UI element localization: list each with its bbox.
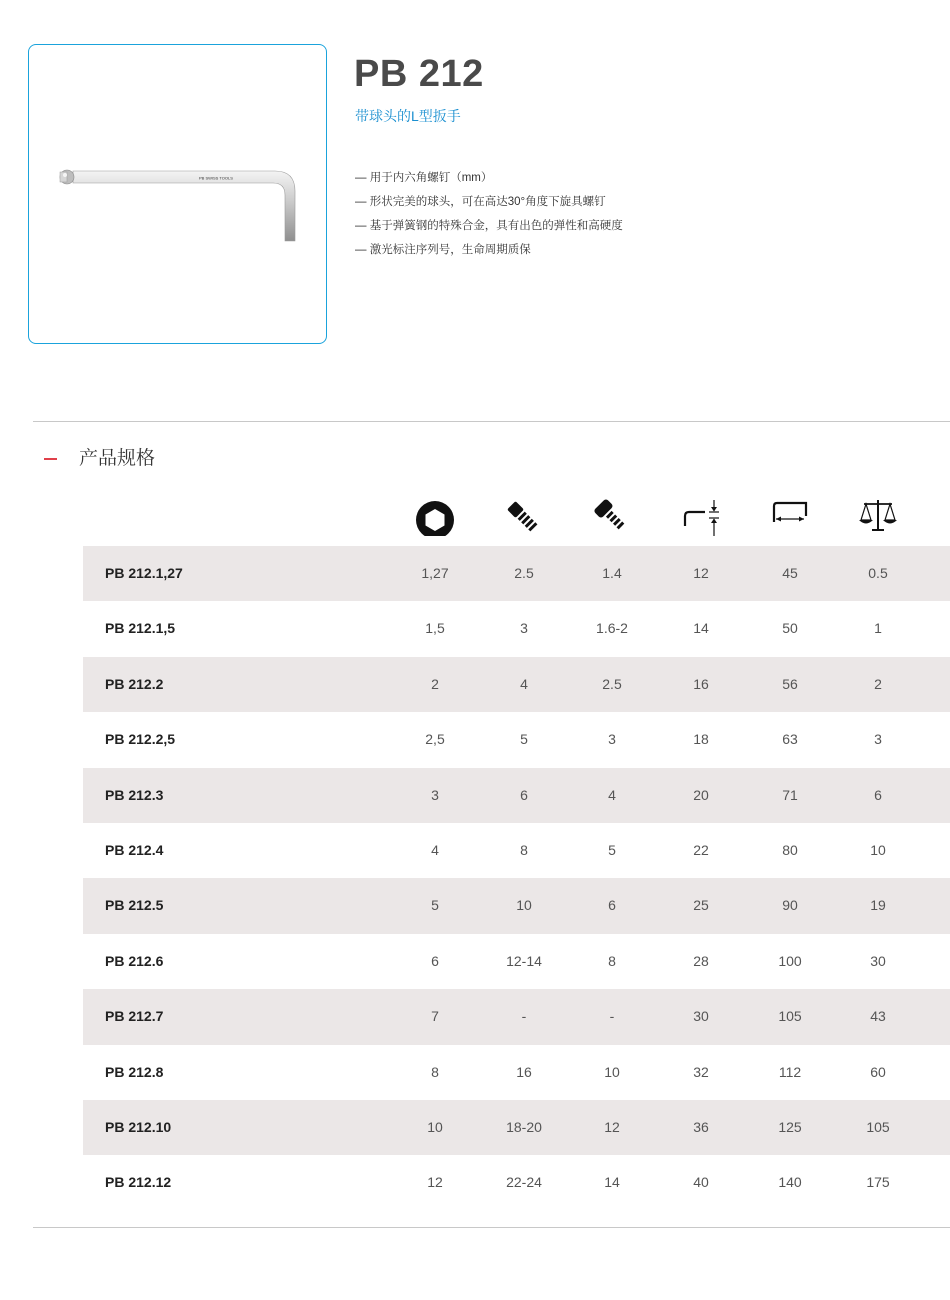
table-cell: 6 [520, 786, 528, 803]
table-cell: 20 [693, 786, 709, 803]
table-cell: 18-20 [506, 1118, 542, 1135]
model-cell: PB 212.2,5 [105, 731, 176, 748]
table-row [83, 768, 950, 823]
table-cell: 1,5 [425, 620, 445, 637]
table-row [83, 934, 950, 989]
table-row [83, 601, 950, 656]
image-brand-label: PB SWISS TOOLS [199, 175, 233, 181]
table-cell: 12-14 [506, 952, 542, 969]
table-row [83, 1155, 950, 1210]
table-cell: 6 [431, 952, 439, 969]
weight-scale-icon [848, 492, 908, 544]
table-cell: 5 [431, 897, 439, 914]
table-cell: 1.6-2 [596, 620, 628, 637]
section-divider [33, 1227, 950, 1228]
table-row [83, 1100, 950, 1155]
section-divider [33, 421, 950, 422]
table-cell: 32 [693, 1063, 709, 1080]
table-row [83, 989, 950, 1044]
table-cell: 50 [782, 620, 798, 637]
table-cell: 18 [693, 731, 709, 748]
model-cell: PB 212.7 [105, 1008, 164, 1025]
l-key-wrench-image [29, 45, 328, 345]
table-cell: 1 [874, 620, 882, 637]
table-cell: 14 [604, 1174, 620, 1191]
model-cell: PB 212.1,27 [105, 565, 183, 581]
table-cell: 6 [874, 786, 882, 803]
table-cell: 43 [870, 1008, 886, 1025]
model-cell: PB 212.5 [105, 897, 164, 914]
table-cell: 4 [608, 786, 616, 803]
table-cell: 1,27 [421, 565, 449, 581]
table-cell: 7 [431, 1008, 439, 1025]
table-row [83, 823, 950, 878]
table-cell: 36 [693, 1118, 709, 1135]
product-image-frame [28, 44, 327, 344]
model-cell: PB 212.3 [105, 786, 164, 803]
feature-item: — 形状完美的球头，可在高达30°角度下旋具螺钉 [355, 196, 606, 208]
product-title: PB 212 [354, 53, 484, 95]
table-row [83, 657, 950, 712]
screw-cap-icon [583, 492, 643, 544]
table-cell: 25 [693, 897, 709, 914]
table-cell: 56 [782, 675, 798, 692]
table-cell: - [521, 1008, 527, 1025]
table-cell: 3 [874, 731, 882, 748]
model-cell: PB 212.4 [105, 841, 164, 858]
table-cell: 0.5 [868, 565, 888, 581]
l-key-short-arm-icon [671, 492, 731, 544]
model-cell: PB 212.12 [105, 1174, 172, 1191]
table-cell: 80 [782, 841, 798, 858]
table-cell: 3 [431, 786, 439, 803]
model-cell: PB 212.6 [105, 952, 164, 969]
table-cell: 8 [431, 1063, 439, 1080]
table-cell: 3 [520, 620, 528, 637]
table-cell: 2,5 [425, 731, 445, 748]
table-cell: 4 [431, 841, 439, 858]
feature-item: — 基于弹簧钢的特殊合金，具有出色的弹性和高硬度 [355, 220, 623, 232]
table-cell: 71 [782, 786, 798, 803]
table-cell: 12 [427, 1174, 443, 1191]
table-cell: 125 [778, 1118, 802, 1135]
table-cell: 40 [693, 1174, 709, 1191]
table-cell: 140 [778, 1174, 802, 1191]
product-subtitle: 带球头的L型扳手 [355, 108, 461, 124]
table-cell: 10 [516, 897, 532, 914]
table-row [83, 712, 950, 767]
table-cell: 12 [604, 1118, 620, 1135]
table-cell: 10 [870, 841, 886, 858]
table-row [83, 878, 950, 933]
table-cell: 10 [604, 1063, 620, 1080]
table-cell: 19 [870, 897, 886, 914]
table-cell: 5 [608, 841, 616, 858]
table-cell: 90 [782, 897, 798, 914]
table-cell: 3 [608, 731, 616, 748]
table-cell: 105 [778, 1008, 802, 1025]
feature-list [355, 166, 623, 262]
table-cell: 100 [778, 952, 802, 969]
table-cell: 1.4 [602, 565, 622, 581]
table-cell: 12 [693, 565, 709, 581]
table-cell: 2.5 [602, 675, 622, 692]
model-cell: PB 212.1,5 [105, 620, 176, 637]
model-cell: PB 212.8 [105, 1063, 164, 1080]
table-cell: 4 [520, 675, 528, 692]
table-cell: 5 [520, 731, 528, 748]
table-cell: 28 [693, 952, 709, 969]
table-cell: 63 [782, 731, 798, 748]
table-cell: 45 [782, 565, 798, 581]
l-key-length-icon [760, 492, 820, 544]
table-cell: 112 [778, 1063, 802, 1080]
model-cell: PB 212.2 [105, 675, 164, 692]
spec-table [83, 546, 950, 1211]
table-cell: 2.5 [514, 565, 534, 581]
section-title: 产品规格 [79, 448, 156, 469]
table-cell: 30 [870, 952, 886, 969]
hexagon-icon [405, 492, 465, 544]
section-marker [44, 458, 57, 460]
table-row [83, 546, 950, 601]
table-cell: 2 [874, 675, 882, 692]
table-cell: 2 [431, 675, 439, 692]
table-cell: 105 [866, 1118, 890, 1135]
table-cell: 175 [866, 1174, 890, 1191]
table-cell: 6 [608, 897, 616, 914]
table-cell: 22-24 [506, 1174, 542, 1191]
table-cell: 16 [516, 1063, 532, 1080]
table-cell: 14 [693, 620, 709, 637]
table-cell: 16 [693, 675, 709, 692]
screw-short-icon [494, 492, 554, 544]
table-cell: 30 [693, 1008, 709, 1025]
table-cell: 10 [427, 1118, 443, 1135]
model-cell: PB 212.10 [105, 1118, 172, 1135]
table-cell: 8 [520, 841, 528, 858]
table-row [83, 1045, 950, 1100]
table-cell: - [609, 1008, 615, 1025]
feature-item: — 用于内六角螺钉（mm） [355, 172, 493, 184]
table-cell: 60 [870, 1063, 886, 1080]
table-cell: 22 [693, 841, 709, 858]
table-cell: 8 [608, 952, 616, 969]
feature-item: — 激光标注序列号，生命周期质保 [355, 244, 531, 256]
